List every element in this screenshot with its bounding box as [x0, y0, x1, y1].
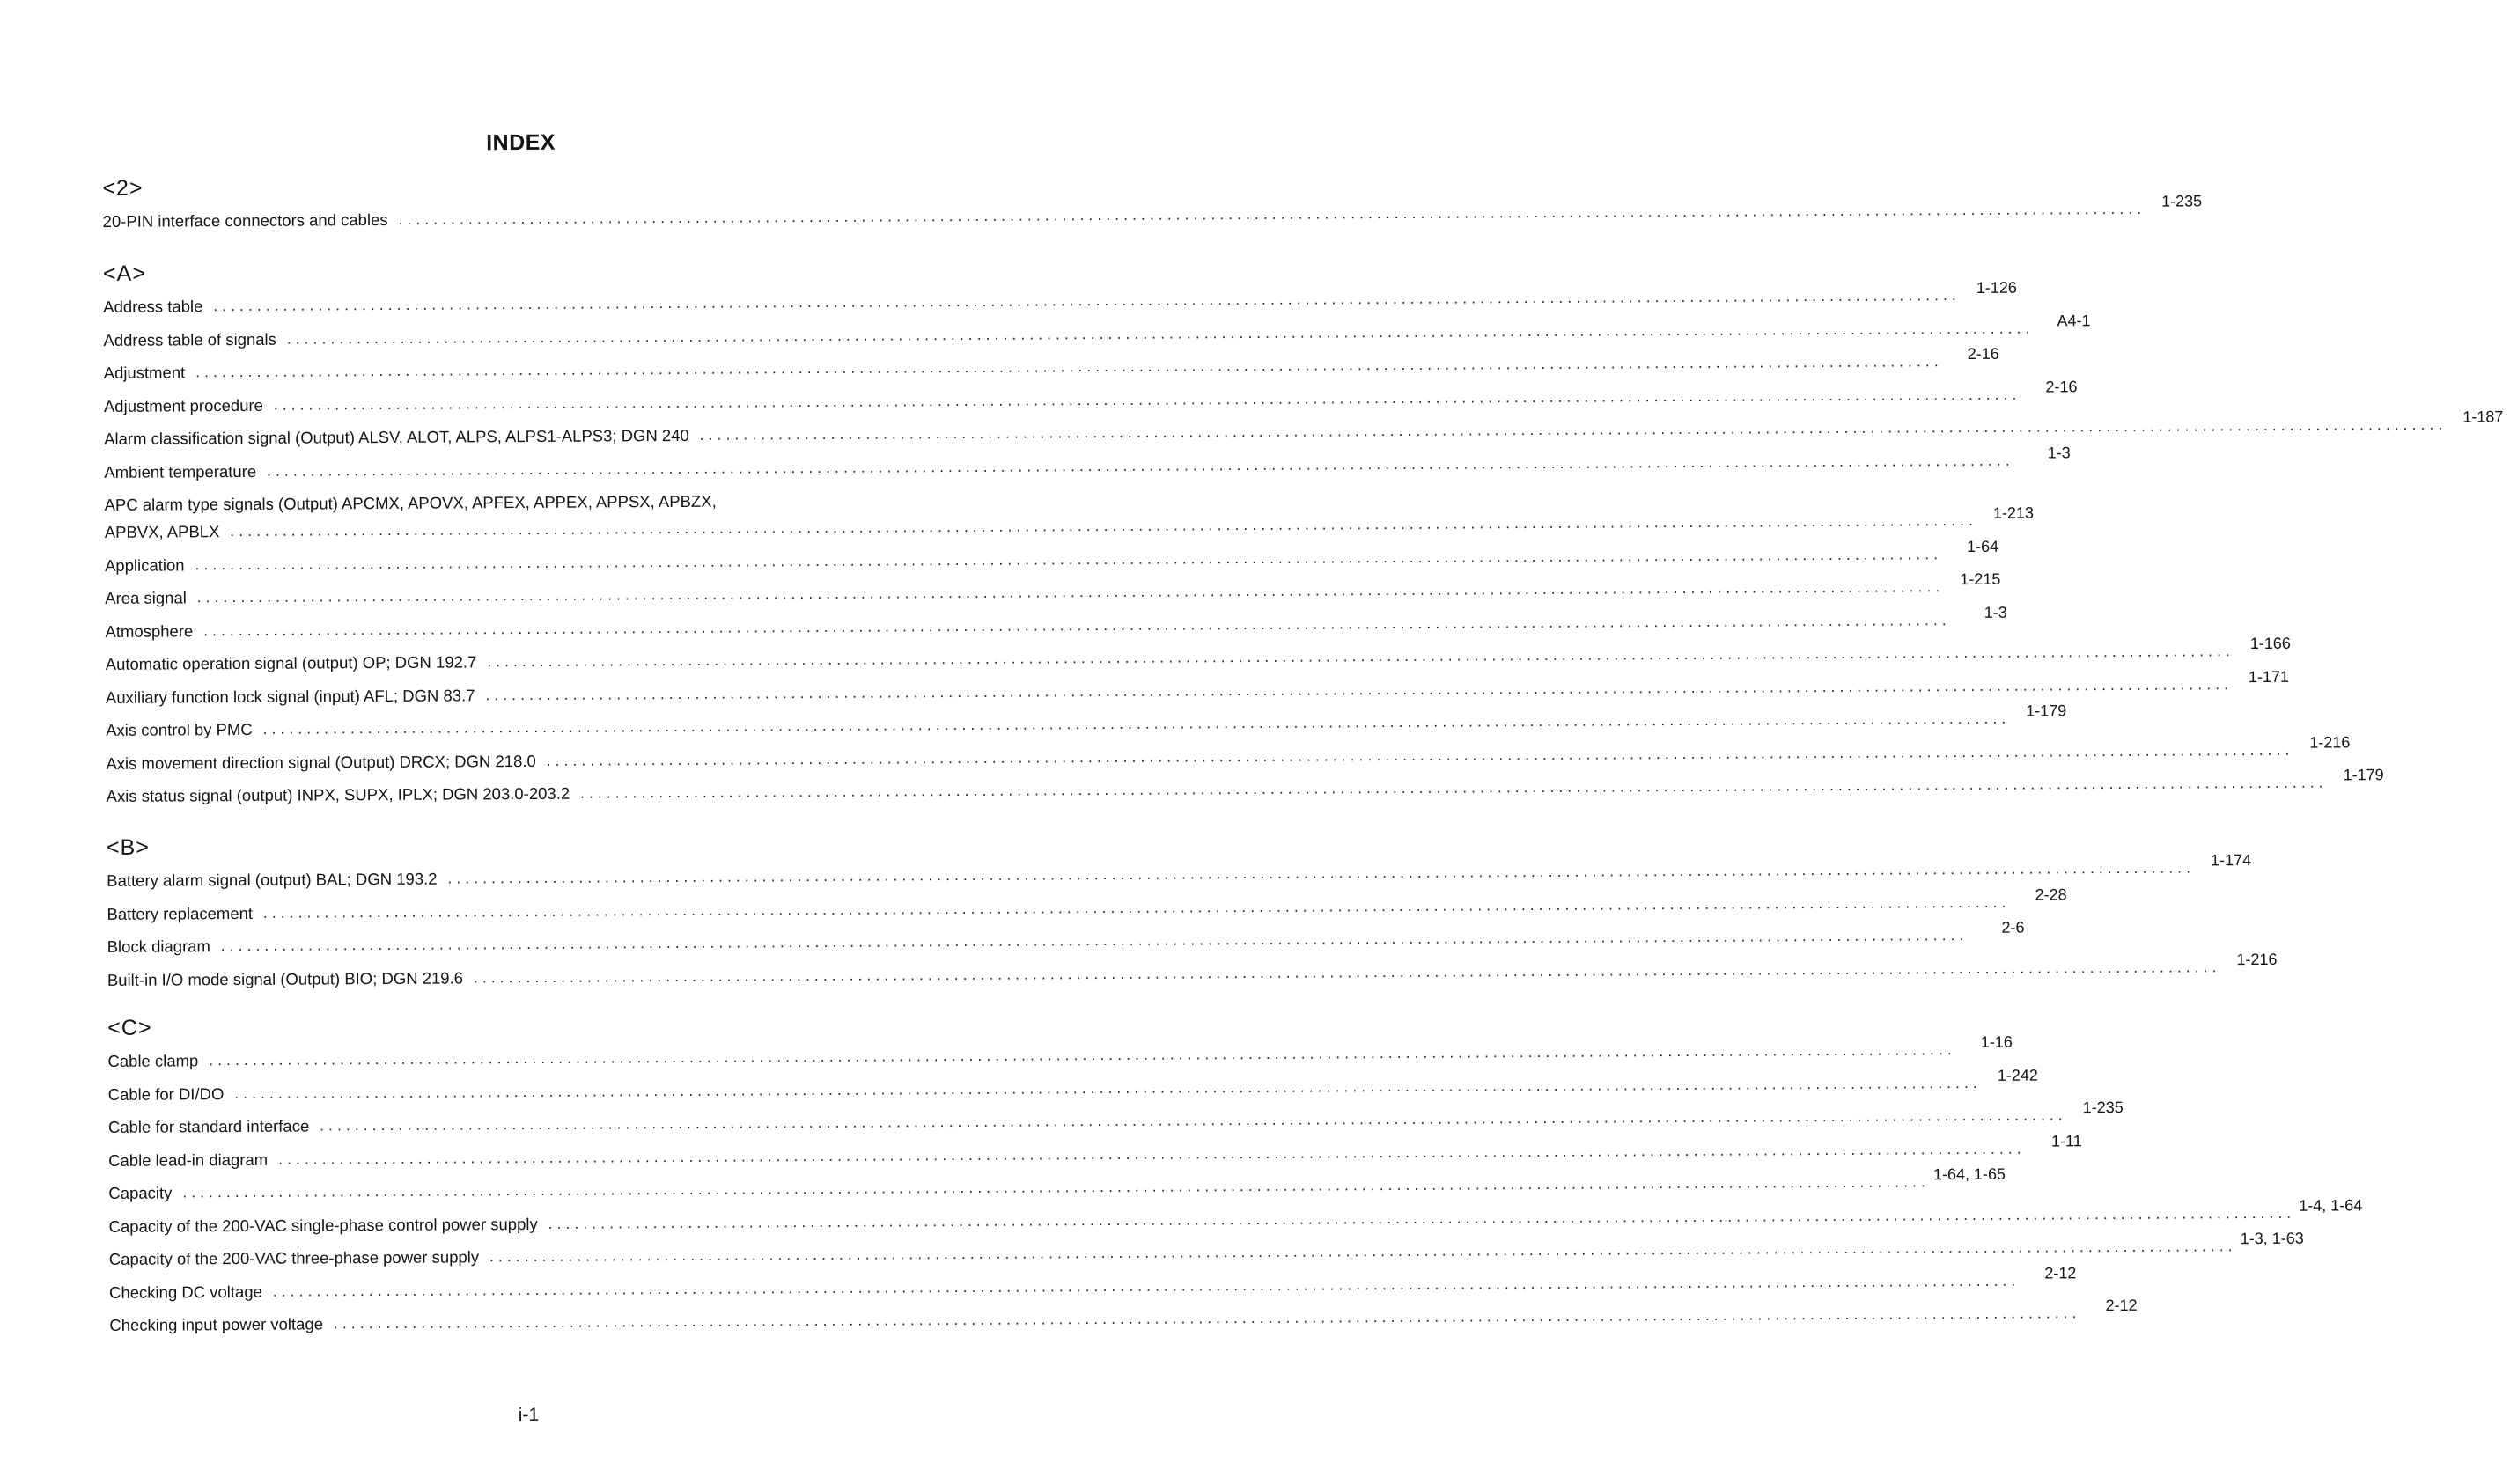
index-entry [109, 1296, 2138, 1334]
page-reference: 2-12 [2105, 1296, 2138, 1315]
dot-leader: ........................................................................................................................................................................................................ [447, 859, 2196, 887]
index-entry [106, 766, 2384, 805]
entry-text: Capacity of the 200-VAC three-phase power supply [108, 1247, 480, 1268]
index-entry [107, 1098, 2124, 1136]
dot-leader: ........................................................................................................................................................................................................ [196, 578, 1945, 606]
index-entry [109, 1263, 2077, 1302]
entry-text: Capacity of the 200-VAC single-phase control power supply [108, 1214, 538, 1236]
dot-leader: ........................................................................................................................................................................................................ [398, 200, 2146, 228]
dot-leader: ........................................................................................................................................................................................................ [320, 1106, 2067, 1135]
page-reference: 1-235 [2082, 1098, 2124, 1117]
dot-leader: ........................................................................................................................................................................................................ [234, 1074, 1982, 1102]
dot-leader: ........................................................................................................................................................................................................ [487, 643, 2234, 671]
dot-leader: ........................................................................................................................................................................................................ [272, 1272, 2021, 1300]
entry-text: Address table of signals [103, 329, 276, 349]
entry-text-line1: APC alarm type signals (Output) APCMX, APOVX, APFEX, APPEX, APPSX, APBZX, [104, 491, 717, 514]
entry-text: Cable lead-in diagram [108, 1150, 269, 1170]
page-reference: 1-215 [1960, 569, 2001, 589]
index-entry [107, 950, 2278, 989]
dot-leader: ........................................................................................................................................................................................................ [278, 1140, 2026, 1168]
index-entry [107, 851, 2252, 890]
page-reference: 1-242 [1997, 1066, 2038, 1084]
page-reference: 1-171 [2248, 667, 2290, 686]
entry-text: Address table [103, 297, 203, 316]
entry-text: Ambient temperature [104, 461, 257, 481]
page-reference: 1-4, 1-64 [2299, 1195, 2363, 1215]
index-entry [103, 311, 2091, 349]
page-reference: 1-216 [2236, 950, 2278, 968]
index-entry [108, 1131, 2082, 1170]
page-reference: A4-1 [2057, 311, 2091, 329]
index-entry [108, 1195, 2363, 1236]
page-reference: 1-126 [1976, 278, 2017, 297]
dot-leader: ........................................................................................................................................................................................................ [195, 353, 1943, 381]
entry-text: Axis control by PMC [106, 719, 253, 739]
page-number: i-1 [518, 1404, 540, 1426]
dot-leader: ........................................................................................................................................................................................................ [580, 774, 2328, 802]
section-heading: <A> [102, 261, 146, 286]
entry-text: Cable for standard interface [107, 1116, 310, 1136]
index-entry [107, 1066, 2038, 1104]
entry-text: Battery replacement [107, 903, 254, 923]
page-reference: 1-213 [1992, 503, 2035, 522]
page-reference: 1-3, 1-63 [2240, 1229, 2304, 1248]
index-entry [104, 537, 1999, 575]
entry-text: Capacity [108, 1183, 173, 1202]
entry-text: Adjustment procedure [103, 395, 263, 415]
dot-leader: ........................................................................................................................................................................................................ [333, 1304, 2081, 1333]
page-reference: 1-166 [2249, 634, 2291, 653]
entry-text: Cable clamp [107, 1051, 199, 1070]
index-entry [106, 702, 2067, 739]
entry-text: Axis movement direction signal (Output) DRCX; DGN 218.0 [106, 751, 536, 773]
dot-leader: ........................................................................................................................................................................................................ [195, 545, 1943, 573]
index-entry [105, 667, 2290, 707]
dot-leader: ........................................................................................................................................................................................................ [262, 893, 2011, 922]
entry-text: Application [104, 555, 185, 575]
page-reference: 1-187 [2462, 408, 2504, 426]
page-reference: 1-216 [2309, 732, 2351, 752]
index-entry [107, 918, 2025, 956]
entry-text: Block diagram [107, 937, 210, 956]
page-reference: 1-3 [2047, 443, 2071, 461]
entry-text: Alarm classification signal (Output) ALSV, ALOT, ALPS, ALPS1-ALPS3; DGN 240 [104, 425, 689, 448]
index-entry [103, 278, 2017, 316]
section-a [102, 255, 2504, 819]
section-2 [102, 170, 2203, 245]
page-reference: 1-64 [1966, 537, 1999, 555]
index-entry [104, 408, 2504, 448]
page-reference: 2-12 [2044, 1263, 2077, 1282]
page-reference: 1-16 [1980, 1032, 2013, 1051]
entry-text: Axis status signal (output) INPX, SUPX, IPLX; DGN 203.0-203.2 [106, 783, 570, 805]
entry-text: Atmosphere [105, 621, 194, 641]
section-heading: <2> [102, 175, 144, 201]
page-reference: 1-179 [2026, 702, 2067, 720]
entry-text: Area signal [105, 588, 187, 607]
dot-leader: ........................................................................................................................................................................................................ [273, 386, 2021, 414]
entry-text: Built-in I/O mode signal (Output) BIO; DGN 219.6 [107, 967, 464, 989]
index-entry [105, 634, 2291, 673]
index-entry [102, 192, 2203, 231]
dot-leader: ........................................................................................................................................................................................................ [213, 287, 1962, 315]
page-reference: 1-64, 1-65 [1932, 1164, 2006, 1184]
index-entry [106, 732, 2351, 773]
index-entry [103, 377, 2078, 415]
page-reference: 1-235 [2161, 192, 2203, 210]
dot-leader: ........................................................................................................................................................................................................ [230, 511, 1978, 540]
index-entry [108, 1229, 2304, 1268]
page-reference: 1-11 [2050, 1131, 2082, 1150]
section-b [106, 829, 2278, 1003]
entry-text: Adjustment [103, 363, 186, 382]
dot-leader: ........................................................................................................................................................................................................ [699, 415, 2447, 444]
index-entry [105, 603, 2007, 641]
index-entry [103, 344, 1999, 382]
index-entry [107, 885, 2067, 923]
entry-text: Automatic operation signal (output) OP; DGN 192.7 [105, 652, 477, 673]
page-reference: 1-179 [2343, 766, 2384, 784]
dot-leader: ........................................................................................................................................................................................................ [267, 452, 2014, 480]
dot-leader: ........................................................................................................................................................................................................ [548, 1204, 2296, 1232]
page-reference: 1-3 [1984, 603, 2007, 621]
entry-text: Auxiliary function lock signal (input) AFL; DGN 83.7 [105, 685, 475, 707]
entry-text: Cable for DI/DO [107, 1084, 225, 1104]
entry-text: Checking input power voltage [109, 1314, 324, 1334]
index-entry [104, 490, 2035, 541]
dot-leader: ........................................................................................................................................................................................................ [546, 741, 2294, 769]
page-reference: 2-28 [2035, 885, 2067, 904]
section-c [107, 1010, 2363, 1348]
dot-leader: ........................................................................................................................................................................................................ [473, 958, 2221, 986]
dot-leader: ........................................................................................................................................................................................................ [489, 1238, 2237, 1266]
entry-text: Battery alarm signal (output) BAL; DGN 193.2 [107, 869, 438, 890]
page-reference: 2-6 [2001, 918, 2025, 937]
index-entry [104, 443, 2071, 481]
section-heading: <C> [107, 1015, 152, 1040]
index-entry [105, 569, 2001, 607]
page-reference: 2-16 [2045, 377, 2078, 395]
dot-leader: ........................................................................................................................................................................................................ [203, 611, 1951, 639]
entry-text: Checking DC voltage [109, 1282, 262, 1302]
entry-text: 20-PIN interface connectors and cables [102, 209, 388, 231]
dot-leader: ........................................................................................................................................................................................................ [220, 927, 1969, 955]
index-entry [108, 1164, 2006, 1202]
dot-leader: ........................................................................................................................................................................................................ [209, 1041, 1956, 1069]
section-heading: <B> [106, 834, 150, 860]
page-title: INDEX [486, 129, 556, 156]
entry-text: APBVX, APBLX [104, 522, 220, 541]
page-reference: 2-16 [1967, 344, 1999, 364]
dot-leader: ........................................................................................................................................................................................................ [485, 675, 2234, 703]
dot-leader: ........................................................................................................................................................................................................ [262, 709, 2011, 738]
index-entry [107, 1032, 2013, 1070]
dot-leader: ........................................................................................................................................................................................................ [182, 1173, 1931, 1201]
dot-leader: ........................................................................................................................................................................................................ [286, 320, 2035, 348]
page-reference: 1-174 [2210, 851, 2252, 870]
